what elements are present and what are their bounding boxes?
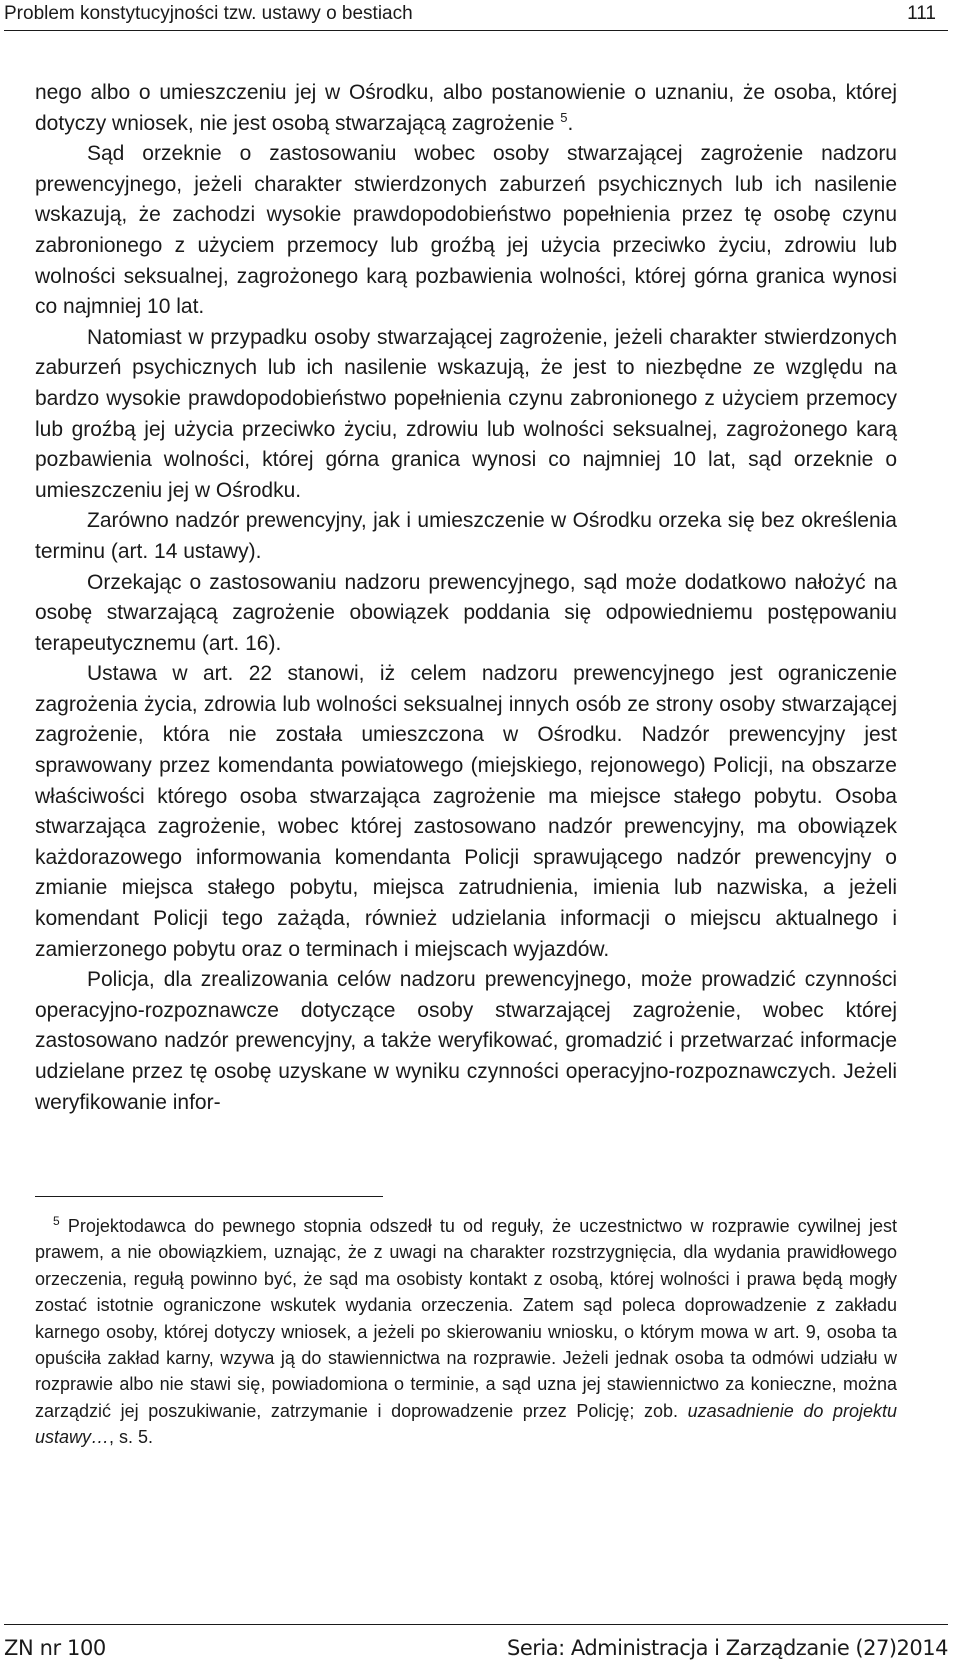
- footnote: [35, 1213, 897, 1451]
- footnote-number: 5: [53, 1214, 60, 1228]
- footnote-text: Projektodawca do pewnego stopnia odszedł tu od reguły, że uczestnictwo w rozprawie cywilnej jest prawem, a nie obowiązkiem, uznając, że z uwagi na charakter rozstrzygnięcia, dla wydania prawidłowego orzeczenia, regułą powinno być, że sąd ma osobisty kontakt z osobą, której wolności i prawa będą mogły zostać istotnie ograniczone wskutek wydania orzeczenia. Zatem sąd poleca doprowadzenie z zakładu karnego osoby, której dotyczy wniosek, a jeżeli po skierowaniu wniosku, o którym mowa w art. 9, osoba ta opuściła zakład karny, wzywa ją do stawiennictwa na rozprawie. Jeżeli jednak osoba ta odmówi udziału w rozprawie albo nie stawi się, powiadomiona o terminie, a sąd uzna jej stawiennictwo za konieczne, można zarządzić jej poszukiwanie, zatrzymanie i doprowadzenie przez Policję; zob.: [35, 1216, 897, 1421]
- paragraph-2: Sąd orzeknie o zastosowaniu wobec osoby stwarzającej zagrożenie nadzoru prewencyjnego, jeżeli charakter stwierdzonych zaburzeń psychicznych lub ich nasilenie wskazują, że zachodzi wysokie prawdopodobieństwo popełnienia przez tę osobę czynu zabronionego z użyciem przemocy lub groźbą jej użycia przeciwko życiu, zdrowiu lub wolności seksualnej, zagrożonego karą pozbawienia wolności, której górna granica wynosi co najmniej 10 lat.: [35, 142, 897, 319]
- footer-rule: [4, 1624, 948, 1625]
- paragraph-5: Orzekając o zastosowaniu nadzoru prewencyjnego, sąd może dodatkowo nałożyć na osobę stwarzającą zagrożenie obowiązek poddania się odpowiedniemu postępowaniu terapeutycznemu (art. 16).: [35, 570, 897, 655]
- footnote-reference: 5: [560, 109, 568, 125]
- paragraph-4: Zarówno nadzór prewencyjny, jak i umieszczenie w Ośrodku orzeka się bez określenia terminu (art. 14 ustawy).: [35, 509, 897, 563]
- paragraph-1-text: nego albo o umieszczeniu jej w Ośrodku, albo postanowienie o uznaniu, że osoba, której dotyczy wniosek, nie jest osobą stwarzającą zagrożenie: [35, 81, 897, 135]
- paragraph-7: Policja, dla zrealizowania celów nadzoru prewencyjnego, może prowadzić czynności operacyjno-rozpoznawcze dotyczące osoby stwarzającej zagrożenie, wobec której zastosowano nadzór prewencyjny, a także weryfikować, gromadzić i przetwarzać informacje udzielane przez tę osobę uzyskane w wyniku czynności operacyjno-rozpoznawczych. Jeżeli weryfikowanie infor-: [35, 968, 897, 1114]
- running-title: Problem konstytucyjności tzw. ustawy o bestiach: [4, 3, 413, 24]
- paragraph-1-tail: .: [567, 111, 574, 135]
- header-rule: [4, 30, 948, 31]
- page-number: 111: [907, 3, 936, 24]
- paragraph-3: Natomiast w przypadku osoby stwarzającej zagrożenie, jeżeli charakter stwierdzonych zaburzeń psychicznych lub ich nasilenie wskazują, że jest to niezbędne ze względu na bardzo wysokie prawdopodobieństwo popełnienia czynu zabronionego z użyciem przemocy lub groźbą jej użycia przeciwko życiu, zdrowiu lub wolności seksualnej, zagrożonego karą pozbawienia wolności, której górna granica wynosi co najmniej 10 lat, sąd orzeknie o umieszczeniu jej w Ośrodku.: [35, 325, 897, 502]
- journal-number: ZN nr 100: [4, 1636, 106, 1660]
- running-header: [4, 0, 948, 30]
- footnote-tail: , s. 5.: [109, 1427, 154, 1448]
- footnote-paragraph: [35, 1213, 897, 1451]
- running-footer: [4, 1624, 948, 1669]
- paragraph-6: Ustawa w art. 22 stanowi, iż celem nadzoru prewencyjnego jest ograniczenie zagrożenia życia, zdrowia lub wolności seksualnej innych osób ze strony osoby stwarzającej zagrożenie, która nie została umieszczona w Ośrodku. Nadzór prewencyjny jest sprawowany przez komendanta powiatowego (miejskiego, rejonowego) Policji, na obszarze właściwości którego osoba stwarzająca zagrożenie ma miejsce stałego pobytu. Osoba stwarzająca zagrożenie, wobec której zastosowano nadzór prewencyjny, ma obowiązek każdorazowego informowania komendanta Policji sprawującego nadzór prewencyjny o zmianie miejsca stałego pobytu, miejsca zatrudnienia, imienia lub nazwiska, a jeżeli komendant Policji tego zażąda, również udzielania informacji o miejscu aktualnego i zamierzonego pobytu oraz o terminach i miejscach wyjazdów.: [35, 662, 897, 961]
- footnote-italic-reference: uzasadnienie do projektu ustawy…: [35, 1400, 897, 1448]
- series-info: Seria: Administracja i Zarządzanie (27)2014: [506, 1636, 948, 1660]
- paragraph-1: [35, 78, 897, 139]
- footnote-separator: [35, 1196, 383, 1197]
- main-text: [35, 78, 897, 1118]
